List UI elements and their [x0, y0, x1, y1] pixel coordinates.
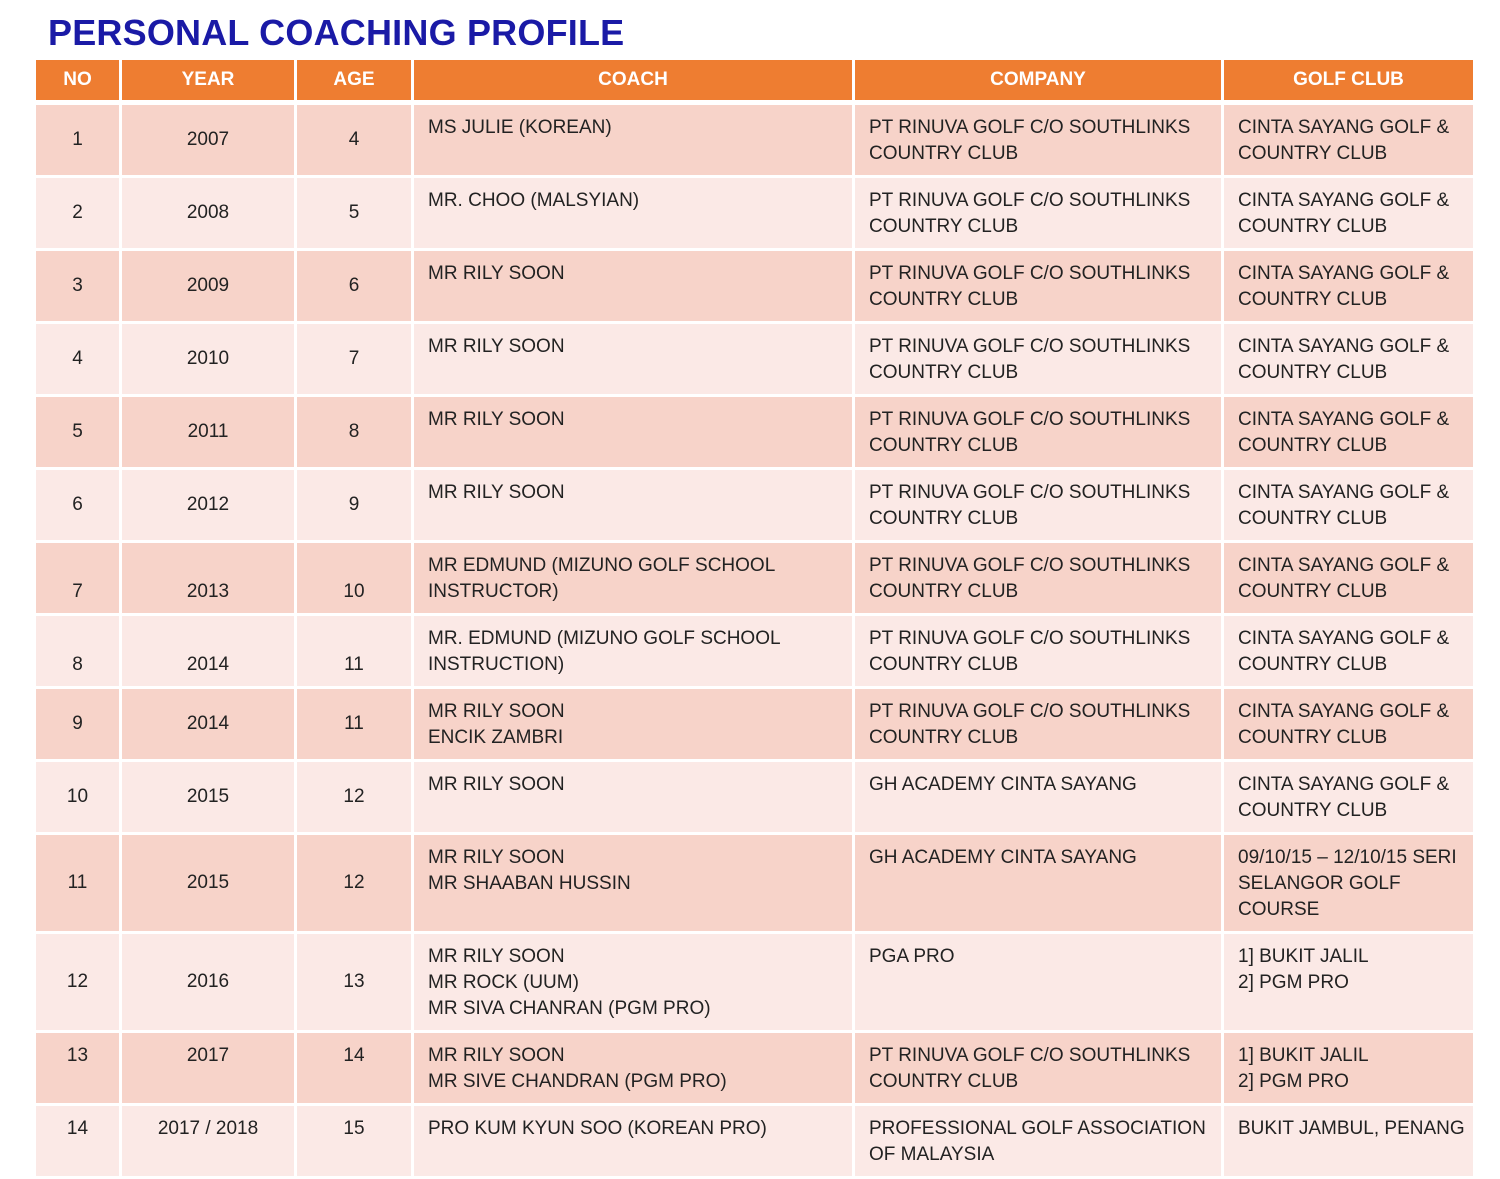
cell-age: 10 — [296, 542, 413, 615]
cell-company — [854, 396, 1223, 469]
cell-golf-club — [1223, 834, 1475, 933]
cell-year: 2013 — [121, 542, 296, 615]
cell-coach — [413, 933, 854, 1032]
cell-company-line: PT RINUVA GOLF C/O SOUTHLINKS COUNTRY CLUB — [869, 555, 1191, 602]
cell-year: 2010 — [121, 323, 296, 396]
table-row — [35, 761, 1475, 834]
cell-golf-club — [1223, 761, 1475, 834]
cell-golf-club — [1223, 688, 1475, 761]
cell-company-line: PT RINUVA GOLF C/O SOUTHLINKS COUNTRY CLUB — [869, 117, 1191, 164]
cell-age: 15 — [296, 1105, 413, 1178]
cell-company-line: PT RINUVA GOLF C/O SOUTHLINKS COUNTRY CLUB — [869, 628, 1191, 675]
cell-golf-club-line: CINTA SAYANG GOLF & COUNTRY CLUB — [1238, 482, 1450, 529]
table-row — [35, 396, 1475, 469]
cell-golf-club — [1223, 396, 1475, 469]
cell-golf-club-line: CINTA SAYANG GOLF & COUNTRY CLUB — [1238, 628, 1450, 675]
cell-age: 6 — [296, 250, 413, 323]
header-year: YEAR — [121, 60, 296, 103]
cell-coach-line: MR RILY SOON — [428, 263, 565, 284]
cell-company-line: PGA PRO — [869, 946, 955, 967]
cell-year: 2017 / 2018 — [121, 1105, 296, 1178]
table-row — [35, 834, 1475, 933]
cell-company-line: PT RINUVA GOLF C/O SOUTHLINKS COUNTRY CLUB — [869, 336, 1191, 383]
cell-company — [854, 615, 1223, 688]
cell-golf-club — [1223, 1032, 1475, 1105]
cell-company-line: PT RINUVA GOLF C/O SOUTHLINKS COUNTRY CLUB — [869, 190, 1191, 237]
table-row — [35, 1105, 1475, 1178]
cell-age: 13 — [296, 933, 413, 1032]
table-row — [35, 933, 1475, 1032]
cell-age: 12 — [296, 834, 413, 933]
header-age: AGE — [296, 60, 413, 103]
table-row — [35, 250, 1475, 323]
table-row — [35, 323, 1475, 396]
cell-coach — [413, 688, 854, 761]
table-row — [35, 542, 1475, 615]
cell-company — [854, 103, 1223, 177]
table-row — [35, 103, 1475, 177]
header-no: NO — [35, 60, 121, 103]
cell-golf-club-line: 09/10/15 – 12/10/15 SERI SELANGOR GOLF COURSE — [1238, 847, 1457, 920]
cell-golf-club-line: CINTA SAYANG GOLF & COUNTRY CLUB — [1238, 409, 1450, 456]
table-row — [35, 688, 1475, 761]
cell-no: 11 — [35, 834, 121, 933]
cell-company-line: PT RINUVA GOLF C/O SOUTHLINKS COUNTRY CLUB — [869, 482, 1191, 529]
cell-company-line: GH ACADEMY CINTA SAYANG — [869, 847, 1137, 868]
cell-coach — [413, 761, 854, 834]
cell-coach-line: PRO KUM KYUN SOO (KOREAN PRO) — [428, 1118, 767, 1139]
cell-company — [854, 469, 1223, 542]
cell-golf-club — [1223, 1105, 1475, 1178]
header-company: COMPANY — [854, 60, 1223, 103]
cell-coach — [413, 834, 854, 933]
table-row — [35, 1032, 1475, 1105]
cell-coach — [413, 615, 854, 688]
cell-coach — [413, 396, 854, 469]
cell-company — [854, 761, 1223, 834]
cell-golf-club-line: CINTA SAYANG GOLF & COUNTRY CLUB — [1238, 774, 1450, 821]
cell-no: 6 — [35, 469, 121, 542]
cell-company-line: PT RINUVA GOLF C/O SOUTHLINKS COUNTRY CLUB — [869, 409, 1191, 456]
cell-year: 2012 — [121, 469, 296, 542]
cell-coach-line: MR RILY SOON — [428, 1045, 565, 1066]
cell-coach-line: MR RILY SOON — [428, 946, 565, 967]
cell-no: 8 — [35, 615, 121, 688]
cell-coach-line: MR RILY SOON — [428, 409, 565, 430]
cell-coach — [413, 103, 854, 177]
cell-year: 2014 — [121, 615, 296, 688]
cell-company — [854, 688, 1223, 761]
cell-year: 2016 — [121, 933, 296, 1032]
cell-coach-line: MR ROCK (UUM) — [428, 972, 579, 993]
cell-age: 7 — [296, 323, 413, 396]
cell-coach — [413, 1105, 854, 1178]
cell-company — [854, 1105, 1223, 1178]
cell-golf-club-line: CINTA SAYANG GOLF & COUNTRY CLUB — [1238, 701, 1450, 748]
cell-coach-line: MR RILY SOON — [428, 482, 565, 503]
cell-age: 11 — [296, 615, 413, 688]
cell-age: 8 — [296, 396, 413, 469]
cell-golf-club — [1223, 933, 1475, 1032]
cell-coach-line: MR EDMUND (MIZUNO GOLF SCHOOL INSTRUCTOR) — [428, 555, 775, 602]
cell-coach — [413, 469, 854, 542]
cell-coach-line: MR RILY SOON — [428, 336, 565, 357]
header-golf-club: GOLF CLUB — [1223, 60, 1475, 103]
cell-coach-line: MR RILY SOON — [428, 701, 565, 722]
cell-age: 4 — [296, 103, 413, 177]
cell-golf-club-line: 1] BUKIT JALIL — [1238, 1045, 1369, 1066]
cell-no: 2 — [35, 177, 121, 250]
cell-year: 2011 — [121, 396, 296, 469]
cell-coach-line: MR SIVE CHANDRAN (PGM PRO) — [428, 1071, 727, 1092]
cell-year: 2015 — [121, 761, 296, 834]
cell-no: 3 — [35, 250, 121, 323]
cell-golf-club — [1223, 323, 1475, 396]
cell-no: 4 — [35, 323, 121, 396]
cell-company — [854, 834, 1223, 933]
cell-coach — [413, 177, 854, 250]
cell-coach — [413, 1032, 854, 1105]
cell-golf-club-line: 2] PGM PRO — [1238, 972, 1349, 993]
cell-year: 2008 — [121, 177, 296, 250]
cell-company — [854, 933, 1223, 1032]
cell-no: 1 — [35, 103, 121, 177]
cell-year: 2007 — [121, 103, 296, 177]
cell-company-line: PT RINUVA GOLF C/O SOUTHLINKS COUNTRY CLUB — [869, 701, 1191, 748]
table-row — [35, 177, 1475, 250]
cell-year: 2014 — [121, 688, 296, 761]
cell-age: 9 — [296, 469, 413, 542]
cell-coach-line: MR SIVA CHANRAN (PGM PRO) — [428, 998, 711, 1019]
cell-golf-club-line: CINTA SAYANG GOLF & COUNTRY CLUB — [1238, 336, 1450, 383]
cell-coach — [413, 542, 854, 615]
page-title: PERSONAL COACHING PROFILE — [48, 12, 625, 53]
cell-golf-club-line: 2] PGM PRO — [1238, 1071, 1349, 1092]
cell-golf-club-line: BUKIT JAMBUL, PENANG — [1238, 1118, 1465, 1139]
cell-golf-club — [1223, 250, 1475, 323]
cell-no: 5 — [35, 396, 121, 469]
cell-golf-club — [1223, 542, 1475, 615]
cell-coach-line: MR. EDMUND (MIZUNO GOLF SCHOOL INSTRUCTION) — [428, 628, 780, 675]
cell-age: 12 — [296, 761, 413, 834]
cell-coach-line: MR SHAABAN HUSSIN — [428, 873, 631, 894]
cell-age: 5 — [296, 177, 413, 250]
cell-no: 9 — [35, 688, 121, 761]
cell-golf-club — [1223, 177, 1475, 250]
cell-golf-club — [1223, 469, 1475, 542]
cell-no: 7 — [35, 542, 121, 615]
cell-company — [854, 542, 1223, 615]
cell-golf-club-line: 1] BUKIT JALIL — [1238, 946, 1369, 967]
cell-no: 14 — [35, 1105, 121, 1178]
coaching-profile-table — [33, 60, 1476, 1179]
cell-no: 10 — [35, 761, 121, 834]
cell-golf-club-line: CINTA SAYANG GOLF & COUNTRY CLUB — [1238, 117, 1450, 164]
cell-company — [854, 1032, 1223, 1105]
cell-coach — [413, 250, 854, 323]
cell-golf-club-line: CINTA SAYANG GOLF & COUNTRY CLUB — [1238, 263, 1450, 310]
cell-year: 2015 — [121, 834, 296, 933]
cell-year: 2017 — [121, 1032, 296, 1105]
table-header-row — [35, 60, 1475, 103]
cell-age: 14 — [296, 1032, 413, 1105]
cell-company-line: GH ACADEMY CINTA SAYANG — [869, 774, 1137, 795]
cell-age: 11 — [296, 688, 413, 761]
cell-company — [854, 177, 1223, 250]
cell-company — [854, 250, 1223, 323]
cell-company-line: PT RINUVA GOLF C/O SOUTHLINKS COUNTRY CLUB — [869, 1045, 1191, 1092]
cell-year: 2009 — [121, 250, 296, 323]
cell-coach-line: MR RILY SOON — [428, 774, 565, 795]
table-row — [35, 469, 1475, 542]
cell-golf-club — [1223, 615, 1475, 688]
cell-golf-club-line: CINTA SAYANG GOLF & COUNTRY CLUB — [1238, 555, 1450, 602]
cell-golf-club-line: CINTA SAYANG GOLF & COUNTRY CLUB — [1238, 190, 1450, 237]
cell-coach-line: ENCIK ZAMBRI — [428, 727, 564, 748]
cell-golf-club — [1223, 103, 1475, 177]
cell-no: 12 — [35, 933, 121, 1032]
cell-coach-line: MR RILY SOON — [428, 847, 565, 868]
cell-company-line: PROFESSIONAL GOLF ASSOCIATION OF MALAYSIA — [869, 1118, 1206, 1165]
cell-no: 13 — [35, 1032, 121, 1105]
cell-company — [854, 323, 1223, 396]
cell-company-line: PT RINUVA GOLF C/O SOUTHLINKS COUNTRY CLUB — [869, 263, 1191, 310]
header-coach: COACH — [413, 60, 854, 103]
cell-coach-line: MR. CHOO (MALSYIAN) — [428, 190, 640, 211]
table-row — [35, 615, 1475, 688]
cell-coach — [413, 323, 854, 396]
cell-coach-line: MS JULIE (KOREAN) — [428, 117, 612, 138]
